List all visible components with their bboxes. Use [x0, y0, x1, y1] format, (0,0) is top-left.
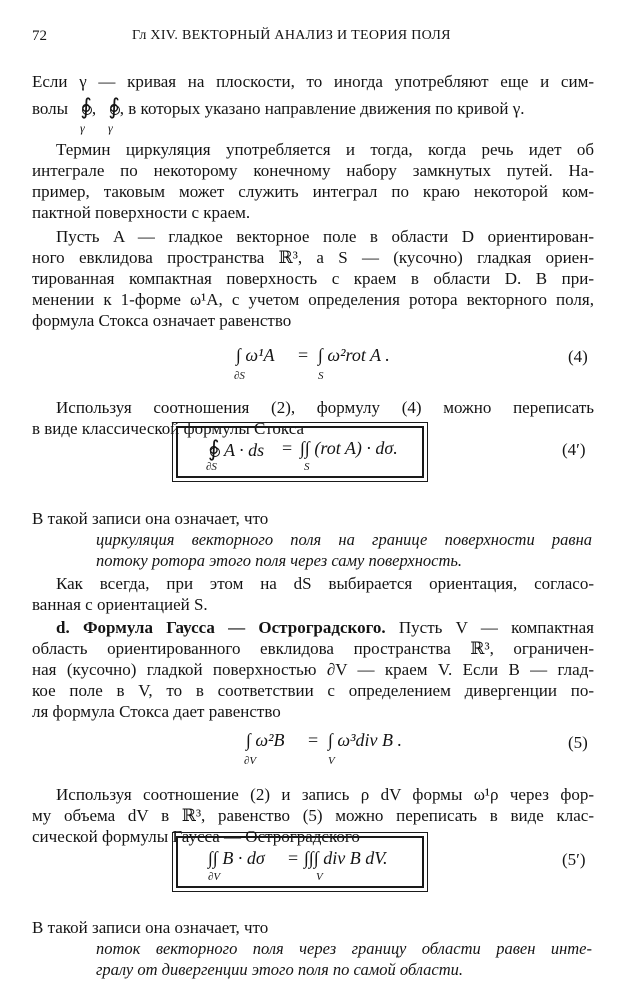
equation-lhs: ∫ ω¹A	[236, 345, 275, 365]
text-line: сической формулы Гаусса — Остроградского	[32, 827, 360, 846]
equation-number: (4)	[568, 347, 588, 366]
equation-rhs: ∫∫∫ div B dV.	[304, 848, 388, 868]
text-line: формула Стокса означает равенство	[32, 311, 292, 330]
equals-sign: =	[288, 848, 299, 868]
text-fragment: Пусть V — компактная	[385, 618, 594, 637]
text-line: Если γ — кривая на плоскости, то иногда употребляют еще и сим-	[32, 72, 594, 91]
contour-integral-symbol: ∮	[208, 436, 220, 461]
page-number: 72	[32, 28, 47, 44]
text-line: тированная компактная поверхность с краем в области D. В при-	[32, 269, 594, 288]
equation-number: (5′)	[562, 850, 586, 869]
text-line: ного евклидова пространства ℝ³, а S — (кусочно) гладкая ориен-	[32, 248, 594, 267]
contour-integral-symbol: ∮	[80, 94, 92, 119]
text-line: ная (кусочно) гладкой поверхностью ∂V — краем V. Если B — глад-	[32, 660, 594, 679]
text-line: менении к 1-форме ω¹A, с учетом определения ротора векторного поля,	[32, 290, 594, 309]
text-line: В такой записи она означает, что	[32, 509, 269, 528]
section-heading: d. Формула Гаусса — Остроградского.	[56, 618, 386, 637]
text-line-with-heading	[56, 618, 594, 638]
italic-statement: гралу от дивергенции этого поля по самой области.	[96, 960, 464, 979]
equals-sign: =	[282, 438, 293, 458]
integral-domain: ∂S	[234, 370, 245, 382]
equation-rhs: ∫ ω²rot A .	[318, 345, 390, 365]
text-line: В такой записи она означает, что	[32, 918, 269, 937]
contour-integral-symbol: ∮	[108, 94, 120, 119]
integral-domain: S	[318, 370, 324, 382]
text-line-with-symbols: волы ∮, ∮, в которых указано направление движения по кривой γ.	[32, 94, 525, 119]
equation-number: (4′)	[562, 440, 586, 459]
equals-sign: =	[308, 730, 319, 750]
text-fragment: волы	[32, 99, 69, 118]
integral-domain: ∂V	[244, 755, 257, 767]
text-line: кое поле в V, то в соответствии с определением дивергенции по-	[32, 681, 594, 700]
equation-number: (5)	[568, 733, 588, 752]
text-line: Термин циркуляция употребляется и тогда, когда речь идет об	[56, 140, 594, 159]
text-line: Используя соотношение (2) и запись ρ dV формы ω¹ρ через фор-	[56, 785, 594, 804]
integral-domain: ∂V	[208, 871, 221, 883]
text-line: интеграле по некоторому конечному набору замкнутых путей. На-	[32, 161, 594, 180]
text-fragment: , в которых указано направление движения по кривой γ.	[119, 99, 525, 118]
text-line: пактной поверхности с краем.	[32, 203, 251, 222]
text-line: область ориентированного евклидова пространства ℝ³, ограничен-	[32, 639, 594, 658]
italic-statement: потоку ротора этого поля через саму поверхность.	[96, 551, 463, 570]
integral-domain: S	[304, 461, 310, 473]
integral-domain: V	[316, 871, 323, 883]
italic-statement: поток векторного поля через границу области равен инте-	[96, 939, 592, 958]
text-line: Используя соотношения (2), формулу (4) можно переписать	[56, 398, 594, 417]
italic-statement: циркуляция векторного поля на границе поверхности равна	[96, 530, 592, 549]
text-line: Как всегда, при этом на dS выбирается ориентация, согласо-	[56, 574, 594, 593]
symbol-subscript: γ	[80, 121, 85, 135]
text-line: пример, таковым может служить интеграл по краю некоторой ком-	[32, 182, 594, 201]
equation-lhs: ∫ ω²B	[246, 730, 285, 750]
equation-lhs: ∫∫ B · dσ	[208, 848, 265, 868]
equation-rhs: ∫ ω³div B .	[328, 730, 403, 750]
equals-sign: =	[298, 345, 309, 365]
running-title: Гл XIV. ВЕКТОРНЫЙ АНАЛИЗ И ТЕОРИЯ ПОЛЯ	[132, 28, 451, 43]
text-line: ля формула Стокса дает равенство	[32, 702, 281, 721]
equation-rhs: ∫∫ (rot A) · dσ.	[300, 438, 398, 458]
symbol-subscript: γ	[108, 121, 113, 135]
text-line: ванная с ориентацией S.	[32, 595, 208, 614]
integral-domain: ∂S	[206, 461, 217, 473]
equation-lhs: A · ds	[223, 440, 265, 460]
text-line: му объема dV в ℝ³, равенство (5) можно переписать в виде клас-	[32, 806, 594, 825]
integral-domain: V	[328, 755, 335, 767]
text-line: в виде классической формулы Стокса	[32, 419, 305, 438]
text-line: Пусть A — гладкое векторное поле в области D ориентирован-	[56, 227, 594, 246]
